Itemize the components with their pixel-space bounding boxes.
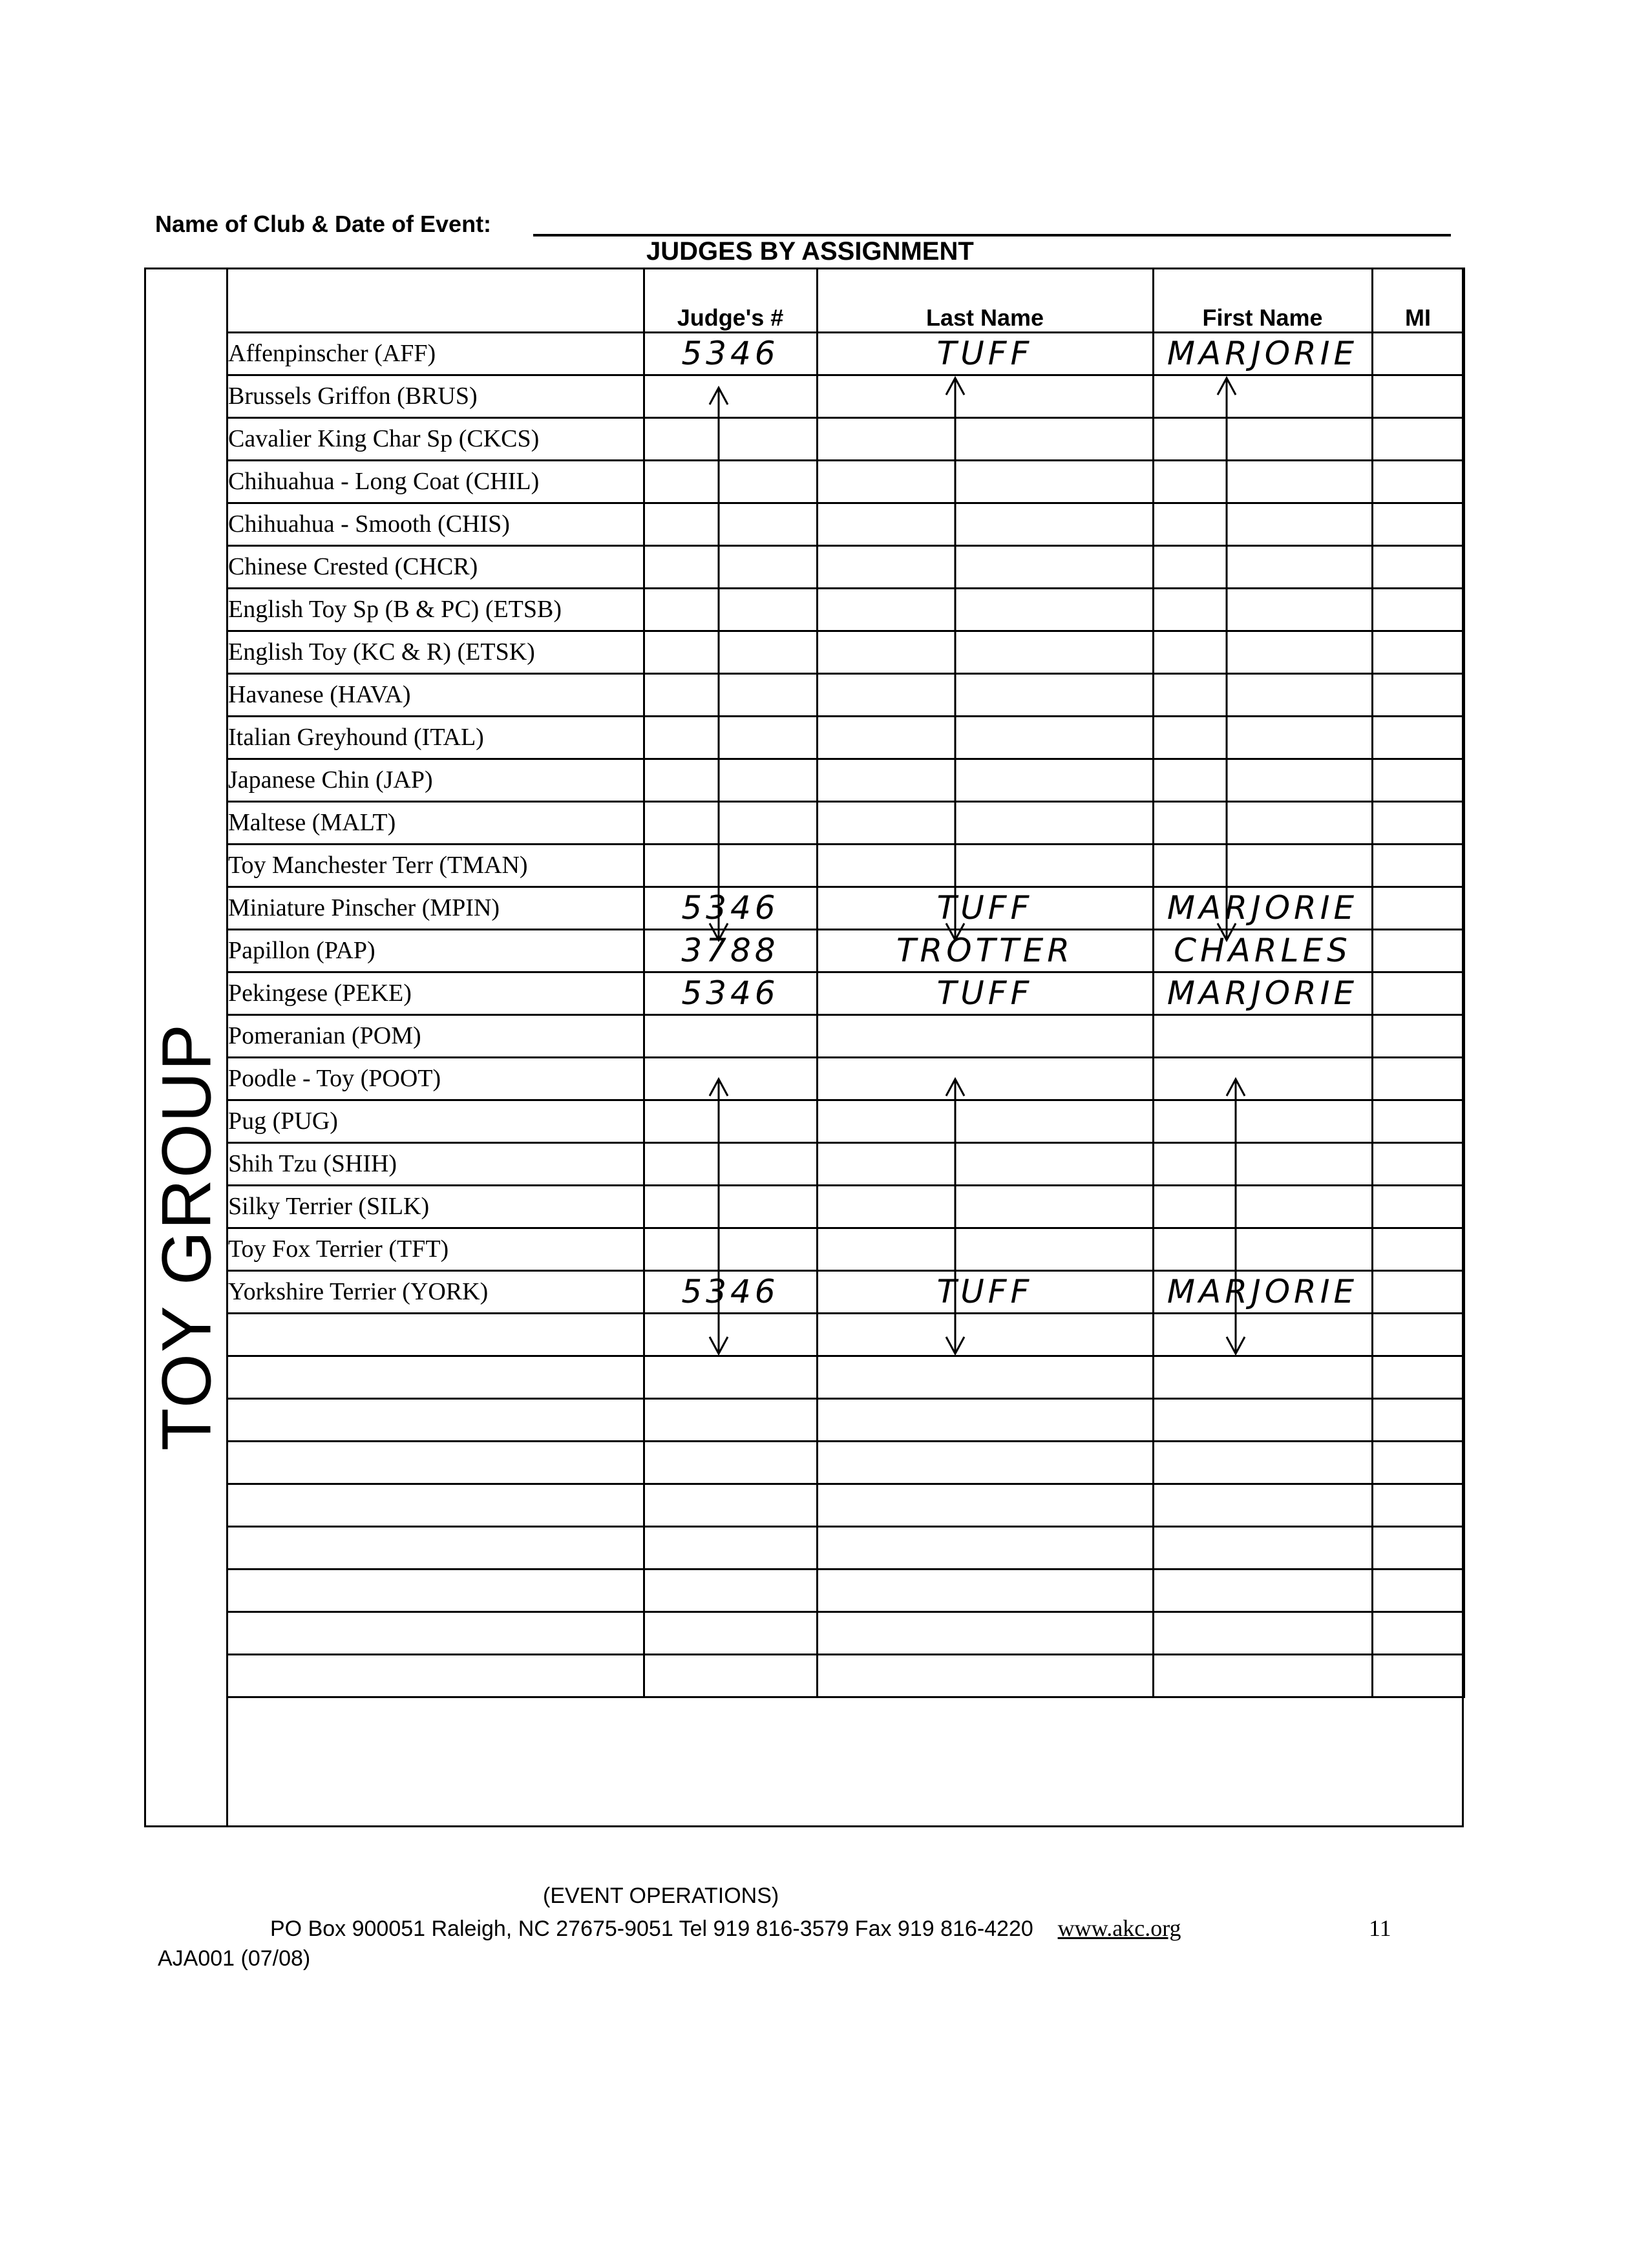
arrow-last-name-top — [946, 378, 964, 940]
first-name-cell: MARJORIE — [1153, 332, 1372, 375]
breed-cell: Toy Manchester Terr (TMAN) — [228, 844, 644, 887]
judge-number-cell: 5346 — [644, 1270, 817, 1313]
club-date-label: Name of Club & Date of Event: — [155, 211, 492, 237]
breed-cell: Italian Greyhound (ITAL) — [228, 716, 644, 759]
breed-cell: Papillon (PAP) — [228, 929, 644, 972]
form-code: AJA001 (07/08) — [158, 1946, 311, 1971]
arrow-first-name-top — [1218, 378, 1236, 940]
breed-cell: Chinese Crested (CHCR) — [228, 545, 644, 588]
first-name-cell: MARJORIE — [1153, 972, 1372, 1014]
arrow-last-name-bottom — [946, 1079, 964, 1354]
footer-address: PO Box 900051 Raleigh, NC 27675-9051 Tel 919 816-3579 Fax 919 816-4220 — [270, 1916, 1033, 1941]
breed-cell: Miniature Pinscher (MPIN) — [228, 887, 644, 929]
breed-cell: Yorkshire Terrier (YORK) — [228, 1270, 644, 1313]
judge-number-cell: 3788 — [644, 929, 817, 972]
last-name-cell: TROTTER — [817, 929, 1153, 972]
judge-number-header: Judge's # — [644, 268, 817, 332]
footer-department: (EVENT OPERATIONS) — [543, 1884, 779, 1908]
footer-website-link[interactable]: www.akc.org — [1057, 1915, 1181, 1941]
last-name-cell: TUFF — [817, 887, 1153, 929]
judge-number-cell: 5346 — [644, 332, 817, 375]
last-name-cell: TUFF — [817, 972, 1153, 1014]
last-name-cell: TUFF — [817, 1270, 1153, 1313]
first-name-header: First Name — [1153, 268, 1372, 332]
first-name-cell: CHARLES — [1153, 929, 1372, 972]
breed-cell: Japanese Chin (JAP) — [228, 759, 644, 801]
breed-cell: Poodle - Toy (POOT) — [228, 1057, 644, 1100]
breed-cell: Havanese (HAVA) — [228, 673, 644, 716]
group-label: TOY GROUP — [147, 1022, 226, 1451]
breed-cell: Affenpinscher (AFF) — [228, 332, 644, 375]
breed-cell: English Toy (KC & R) (ETSK) — [228, 631, 644, 673]
first-name-cell: MARJORIE — [1153, 1270, 1372, 1313]
breed-cell: Silky Terrier (SILK) — [228, 1185, 644, 1228]
mi-header: MI — [1372, 268, 1464, 332]
page-number: 11 — [1369, 1915, 1391, 1941]
footer-contact — [270, 1915, 1181, 1942]
first-name-cell: MARJORIE — [1153, 887, 1372, 929]
breed-cell: Shih Tzu (SHIH) — [228, 1142, 644, 1185]
arrow-judge-number-top — [710, 388, 728, 940]
breed-cell: Toy Fox Terrier (TFT) — [228, 1228, 644, 1270]
breed-cell: Pug (PUG) — [228, 1100, 644, 1142]
judge-number-cell: 5346 — [644, 972, 817, 1014]
breed-cell: Chihuahua - Smooth (CHIS) — [228, 503, 644, 545]
breed-cell: Pomeranian (POM) — [228, 1014, 644, 1057]
last-name-header: Last Name — [817, 268, 1153, 332]
judge-number-cell: 5346 — [644, 887, 817, 929]
breed-cell: Pekingese (PEKE) — [228, 972, 644, 1014]
breed-cell: Maltese (MALT) — [228, 801, 644, 844]
breed-cell: Chihuahua - Long Coat (CHIL) — [228, 460, 644, 503]
breed-cell: English Toy Sp (B & PC) (ETSB) — [228, 588, 644, 631]
form-title: JUDGES BY ASSIGNMENT — [646, 237, 974, 266]
last-name-cell: TUFF — [817, 332, 1153, 375]
arrow-first-name-bottom — [1227, 1079, 1245, 1354]
breed-cell: Cavalier King Char Sp (CKCS) — [228, 417, 644, 460]
arrow-judge-number-bottom — [710, 1079, 728, 1354]
breed-cell: Brussels Griffon (BRUS) — [228, 375, 644, 417]
